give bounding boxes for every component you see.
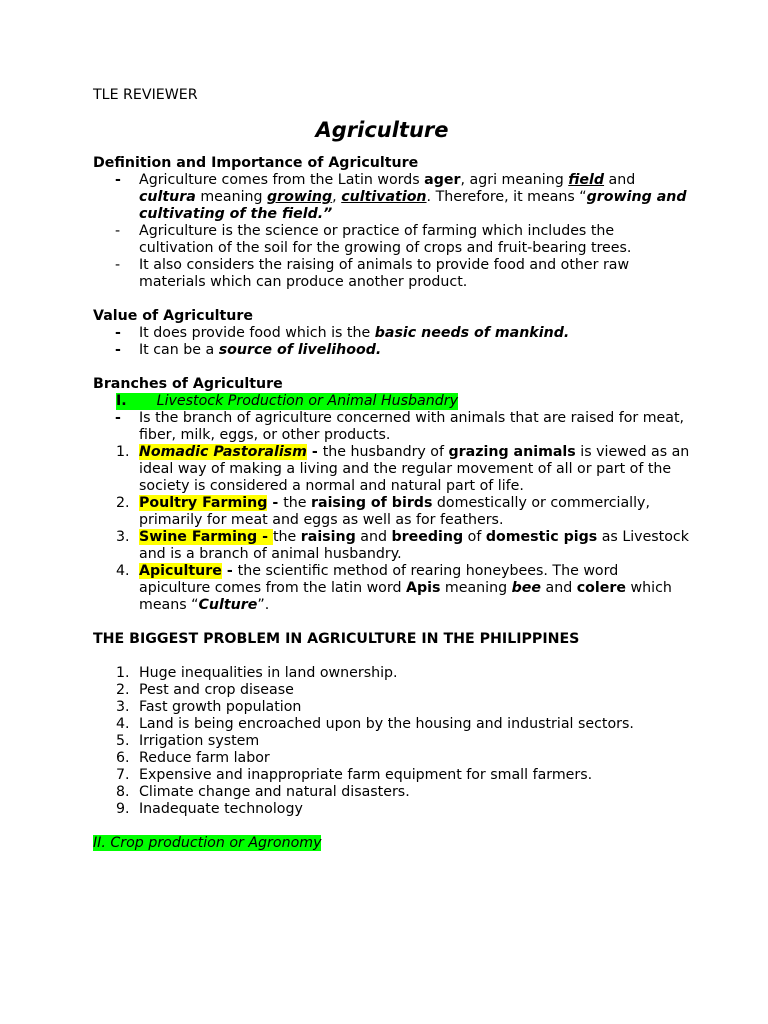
problem-item: 2. Pest and crop disease [116,682,294,698]
branch-item-4: 4. Apiculture - the scientific method of rearing honeybees. The word apiculture comes from the latin word Apis meaning bee and colere which means “Culture”. [116,563,672,613]
definition-heading: Definition and Importance of Agriculture [93,155,419,171]
problems-list [93,665,693,818]
term-highlight: Swine Farming - [139,529,273,545]
value-bullet-1: - It does provide food which is the basic needs of mankind. [115,325,570,341]
term-highlight: Poultry Farming [139,495,268,511]
value-heading: Value of Agriculture [93,308,254,324]
section-2-title: II. Crop production or Agronomy [93,835,322,851]
problem-item: 4. Land is being encroached upon by the housing and industrial sectors. [116,716,634,732]
bullet-dash: - [115,257,121,273]
definition-list [93,172,693,291]
problem-item: 9. Inadequate technology [116,801,303,817]
value-bullet-2: - It can be a source of livelihood. [115,342,382,358]
value-list [93,325,693,359]
document-page [93,87,693,852]
branch-item-2: 2. Poultry Farming - the raising of birds domestically or commercially, primarily for meat and eggs as well as for feathers. [116,495,650,528]
spacer [93,818,693,835]
bullet-dash: - [115,342,121,358]
branches-desc: - Is the branch of agriculture concerned with animals that are raised for meat, fiber, milk, eggs, or other products. [115,410,685,443]
term-highlight: Nomadic Pastoralism [139,444,307,460]
definition-bullet-1: - Agriculture comes from the Latin words ager, agri meaning field and cultura meaning growing, cultivation. Therefore, it means “growing and cultivating of the field.” [115,172,687,222]
branches-list [93,444,693,614]
problem-item: 3. Fast growth population [116,699,302,715]
definition-bullet-2: - Agriculture is the science or practice of farming which includes the cultivation of the soil for the growing of crops and fruit-bearing trees. [115,223,632,256]
branches-desc-list [93,410,693,444]
spacer [93,291,693,308]
problem-item: 6. Reduce farm labor [116,750,270,766]
bullet-dash: - [115,223,121,239]
branches-heading: Branches of Agriculture [93,376,283,392]
problem-item: 5. Irrigation system [116,733,260,749]
spacer [93,359,693,376]
section-1-heading [93,393,693,410]
branch-item-1: 1. Nomadic Pastoralism - the husbandry of grazing animals is viewed as an ideal way of making a living and the regular movement of all or part of the society is considered a normal and natural part of life. [116,444,690,494]
bullet-dash: - [115,172,121,188]
section-1-number: I. [116,393,127,409]
section-1-title: Livestock Production or Animal Husbandry [156,393,458,409]
branch-item-3: 3. Swine Farming - the raising and breeding of domestic pigs as Livestock and is a branch of animal husbandry. [116,529,689,562]
bullet-dash: - [115,410,121,426]
problem-item: 7. Expensive and inappropriate farm equipment for small farmers. [116,767,593,783]
definition-bullet-3: - It also considers the raising of animals to provide food and other raw materials which can produce another product. [115,257,630,290]
problem-item: 8. Climate change and natural disasters. [116,784,410,800]
spacer [93,648,693,665]
bullet-dash: - [115,325,121,341]
spacer [93,614,693,631]
term-highlight: Apiculture [139,563,222,579]
problems-heading: THE BIGGEST PROBLEM IN AGRICULTURE IN THE PHILIPPINES [93,631,580,647]
problem-item: 1. Huge inequalities in land ownership. [116,665,398,681]
section-2-heading [93,835,693,852]
doc-title: Agriculture [315,118,449,142]
doc-label: TLE REVIEWER [93,87,198,103]
